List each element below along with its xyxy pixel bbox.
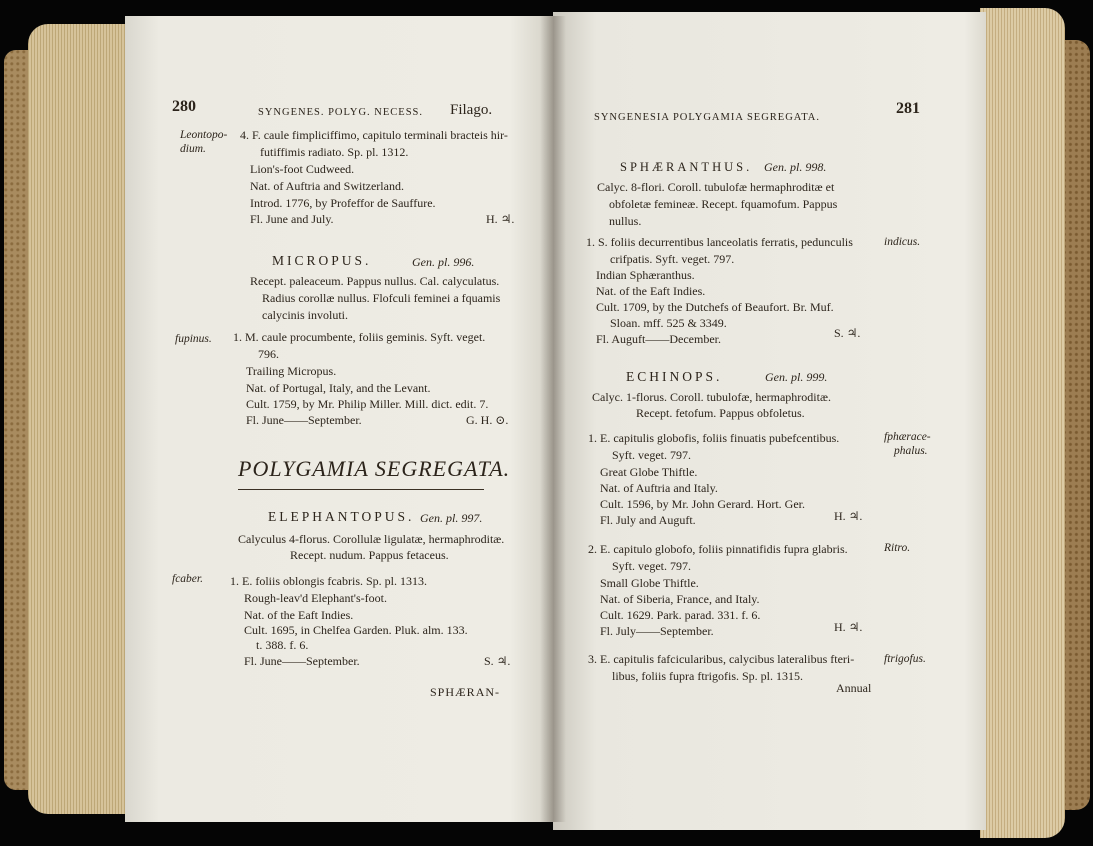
echinops-entry1-line-2: Syft. veget. 797. bbox=[612, 448, 691, 462]
margin-name-scaber: fcaber. bbox=[172, 573, 203, 585]
echinops-entry2-line-6: Fl. July——September. bbox=[600, 624, 714, 638]
sphaeranthus-heading: SPHÆRANTHUS. bbox=[620, 160, 753, 174]
sphaeranthus-entry-line-6: Sloan. mff. 525 & 3349. bbox=[610, 316, 727, 330]
left-running-head-genus: Filago. bbox=[450, 102, 493, 118]
elephantopus-entry-line-5: t. 388. f. 6. bbox=[256, 638, 309, 652]
micropus-entry-line-3: Trailing Micropus. bbox=[246, 364, 337, 378]
left-page-number: 280 bbox=[172, 98, 196, 115]
elephantopus-habit: S. ♃. bbox=[484, 654, 511, 668]
micropus-char-1: Recept. paleaceum. Pappus nullus. Cal. calyculatus. bbox=[250, 274, 500, 288]
echinops-entry3-line-2: libus, foliis fupra ftrigofis. Sp. pl. 1315. bbox=[612, 669, 803, 683]
micropus-char-2: Radius corollæ nullus. Flofculi feminei a fquamis bbox=[262, 291, 501, 305]
elephantopus-gen-ref: Gen. pl. 997. bbox=[420, 511, 483, 525]
sphaeranthus-gen-ref: Gen. pl. 998. bbox=[764, 160, 827, 174]
sphaeranthus-entry-line-2: crifpatis. Syft. veget. 797. bbox=[610, 252, 735, 266]
filago-line-4: Nat. of Auftria and Switzerland. bbox=[250, 179, 404, 193]
micropus-heading: MICROPUS. bbox=[272, 253, 372, 268]
right-page bbox=[553, 12, 986, 830]
sphaeranthus-entry-line-5: Cult. 1709, by the Dutchefs of Beaufort. Br. Muf. bbox=[596, 300, 834, 314]
margin-name-strigosus: ftrigofus. bbox=[884, 653, 926, 665]
filago-habit: H. ♃. bbox=[486, 212, 515, 226]
elephantopus-entry-line-1: 1. E. foliis oblongis fcabris. Sp. pl. 1313. bbox=[230, 574, 427, 588]
echinops-entry2-line-4: Nat. of Siberia, France, and Italy. bbox=[600, 592, 760, 606]
elephantopus-entry-line-6: Fl. June——September. bbox=[244, 654, 360, 668]
elephantopus-entry-line-2: Rough-leav'd Elephant's-foot. bbox=[244, 591, 387, 605]
filago-line-3: Lion's-foot Cudweed. bbox=[250, 162, 355, 176]
micropus-entry-line-4: Nat. of Portugal, Italy, and the Levant. bbox=[246, 381, 431, 395]
micropus-entry-line-1: 1. M. caule procumbente, foliis geminis. Syft. veget. bbox=[233, 330, 486, 344]
micropus-entry-line-5: Cult. 1759, by Mr. Philip Miller. Mill. dict. edit. 7. bbox=[246, 397, 489, 411]
echinops-entry1-habit: H. ♃. bbox=[834, 509, 863, 523]
book-fore-edge-right bbox=[980, 8, 1065, 838]
elephantopus-char-2: Recept. nudum. Pappus fetaceus. bbox=[290, 548, 449, 562]
micropus-gen-ref: Gen. pl. 996. bbox=[412, 255, 475, 269]
sphaeranthus-habit: S. ♃. bbox=[834, 326, 861, 340]
section-title-rule bbox=[238, 489, 484, 490]
elephantopus-char-1: Calyculus 4-florus. Corollulæ ligulatæ, hermaphroditæ. bbox=[238, 532, 505, 546]
margin-name-sphaerocephalus-2: phalus. bbox=[894, 445, 928, 457]
margin-name-sphaerocephalus-1: fphærace- bbox=[884, 431, 931, 443]
echinops-gen-ref: Gen. pl. 999. bbox=[765, 370, 828, 384]
book-fore-edge-left bbox=[28, 24, 138, 814]
elephantopus-heading: ELEPHANTOPUS. bbox=[268, 509, 415, 524]
sphaeranthus-entry-line-3: Indian Sphæranthus. bbox=[596, 268, 695, 282]
filago-line-1: 4. F. caule fimpliciffimo, capitulo terminali bractеis hir- bbox=[240, 128, 508, 142]
margin-name-indicus: indicus. bbox=[884, 236, 921, 248]
echinops-entry1-line-6: Fl. July and Auguft. bbox=[600, 513, 696, 527]
sphaeranthus-entry-line-1: 1. S. foliis decurrentibus lanceolatis ferratis, pedunculis bbox=[586, 235, 853, 249]
right-running-head: SYNGENESIA POLYGAMIA SEGREGATA. bbox=[594, 112, 820, 123]
sphaeranthus-entry-line-4: Nat. of the Eaft Indies. bbox=[596, 284, 706, 298]
section-title-polygamia-segregata: POLYGAMIA SEGREGATA. bbox=[238, 456, 511, 481]
echinops-char-2: Recept. fetofum. Pappus obfoletus. bbox=[636, 406, 805, 420]
margin-name-leontopodium-1: Leontopo- bbox=[180, 129, 228, 141]
filago-line-2: futiffimis radiato. Sp. pl. 1312. bbox=[260, 145, 409, 159]
elephantopus-entry-line-4: Cult. 1695, in Chelfea Garden. Pluk. alm. 133. bbox=[244, 623, 468, 637]
book-gutter bbox=[540, 16, 566, 822]
echinops-char-1: Calyc. 1-florus. Coroll. tubulofæ, hermaphroditæ. bbox=[592, 390, 831, 404]
sphaeranthus-entry-line-7: Fl. Auguft——December. bbox=[596, 332, 721, 346]
micropus-entry-line-6: Fl. June——September. bbox=[246, 413, 362, 427]
micropus-habit: G. H. ⊙. bbox=[466, 413, 509, 427]
echinops-entry1-line-4: Nat. of Auftria and Italy. bbox=[600, 481, 718, 495]
right-page-number: 281 bbox=[896, 100, 920, 117]
margin-name-ritro: Ritro. bbox=[884, 542, 911, 554]
echinops-entry2-habit: H. ♃. bbox=[834, 620, 863, 634]
echinops-entry1-line-5: Cult. 1596, by Mr. John Gerard. Hort. Ger. bbox=[600, 497, 805, 511]
echinops-entry2-line-2: Syft. veget. 797. bbox=[612, 559, 691, 573]
echinops-entry2-line-3: Small Globe Thiftle. bbox=[600, 576, 699, 590]
left-catchword: SPHÆRAN- bbox=[430, 685, 501, 699]
elephantopus-entry-line-3: Nat. of the Eaft Indies. bbox=[244, 608, 354, 622]
margin-name-leontopodium-2: dium. bbox=[180, 143, 206, 155]
filago-line-5: Introd. 1776, by Profeffor de Sauffure. bbox=[250, 196, 436, 210]
micropus-char-3: calycinis involuti. bbox=[262, 308, 348, 322]
echinops-heading: ECHINOPS. bbox=[626, 369, 723, 384]
right-catchword: Annual bbox=[836, 681, 872, 695]
micropus-entry-line-2: 796. bbox=[258, 347, 279, 361]
margin-name-supinus: fupinus. bbox=[175, 333, 212, 345]
echinops-entry3-line-1: 3. E. capitulis fafcicularibus, calycibus lateralibus fteri- bbox=[588, 652, 855, 666]
echinops-entry1-line-1: 1. E. capitulis globofis, foliis finuatis pubefcentibus. bbox=[588, 431, 840, 445]
echinops-entry2-line-1: 2. E. capitulo globofo, foliis pinnatifidis fupra glabris. bbox=[588, 542, 848, 556]
echinops-entry1-line-3: Great Globe Thiftle. bbox=[600, 465, 698, 479]
filago-line-6: Fl. June and July. bbox=[250, 212, 334, 226]
sphaeranthus-char-1: Calyc. 8-flori. Coroll. tubulofæ hermaphroditæ et bbox=[597, 180, 835, 194]
sphaeranthus-char-3: nullus. bbox=[609, 214, 642, 228]
sphaeranthus-char-2: obfoletæ femineæ. Recept. fquamofum. Pappus bbox=[609, 197, 838, 211]
echinops-entry2-line-5: Cult. 1629. Park. parad. 331. f. 6. bbox=[600, 608, 761, 622]
left-running-head: SYNGENES. POLYG. NECESS. bbox=[258, 107, 424, 118]
